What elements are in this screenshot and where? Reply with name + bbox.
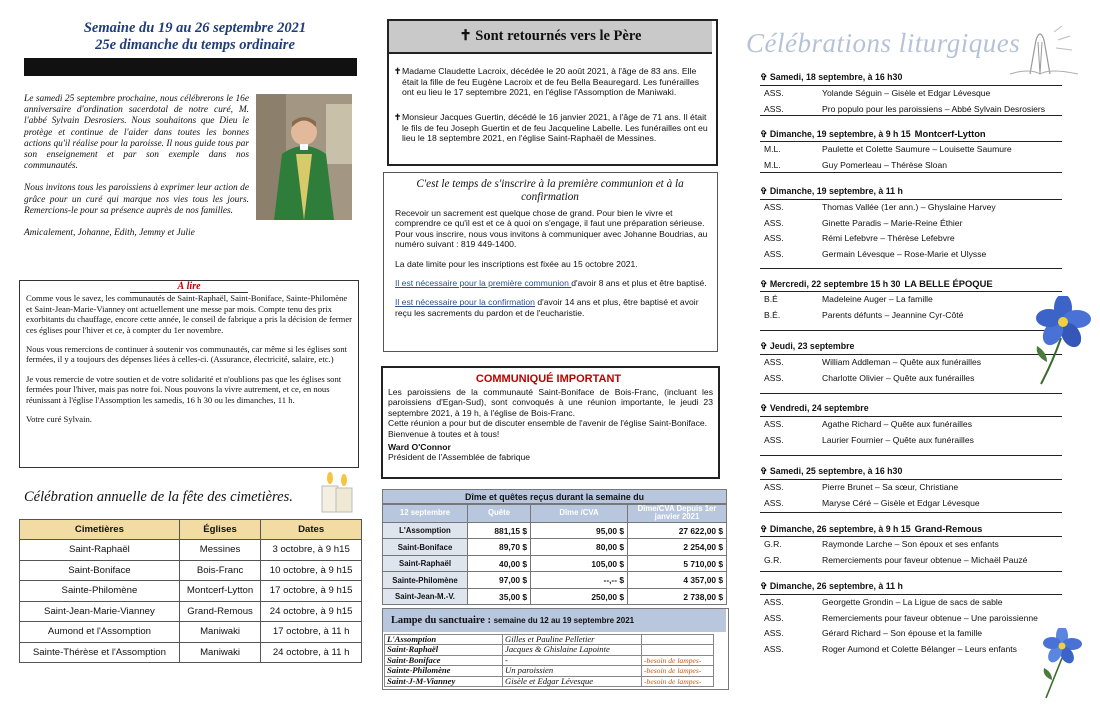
list-item (760, 355, 1062, 371)
celebration-section (760, 278, 1062, 323)
intention-text: Agathe Richard – Quête aux funérailles (822, 419, 973, 429)
intention-text: Germain Lévesque – Rose-Marie et Ulysse (822, 249, 987, 260)
church-code: ASS. (764, 249, 784, 260)
intention-text: Yolande Séguin – Gisèle et Edgar Lévesque (822, 88, 991, 98)
list-item (760, 626, 1062, 642)
cross-icon: ✞ (760, 466, 770, 476)
celebration-heading (760, 581, 1062, 595)
blue-flower-small-icon (1040, 628, 1082, 700)
cell: -besoin de lampes- (642, 676, 714, 686)
confirmation-link[interactable]: Il est nécessaire pour la confirmation (395, 297, 535, 308)
cell: Gilles et Pauline Pelletier (503, 635, 642, 645)
cell: Sainte-Philomène (383, 572, 468, 589)
communion-title: C'est le temps de s'inscrire à la première communion et à la confirmation (416, 178, 684, 203)
important-text (388, 387, 713, 463)
obituary-entry-2 (394, 112, 712, 144)
cell: Un paroissien (503, 666, 642, 676)
col-dime-ytd: Dîme/CVA Depuis 1er janvier 2021 (628, 505, 727, 523)
celebration-heading (760, 186, 1062, 200)
church-code: ASS. (764, 612, 784, 623)
celebration-heading (760, 278, 1062, 292)
a-lire-box (19, 280, 359, 468)
table-row (385, 666, 714, 676)
important-signer: Ward O'Connor (388, 442, 451, 453)
table-row (383, 588, 727, 605)
church-code: M.L. (764, 144, 781, 154)
sunday-title: 25e dimanche du temps ordinaire (95, 37, 295, 53)
cell: Sainte-Thérèse et l'Assomption (20, 642, 180, 663)
table-row (383, 539, 727, 556)
cell: Maniwaki (179, 642, 260, 663)
cell (642, 645, 714, 655)
col-churches: Églises (179, 520, 260, 540)
cell: -besoin de lampes- (642, 666, 714, 676)
list-item (760, 595, 1062, 611)
important-p1: Les paroissiens de la communauté Saint-Boniface de Bois-Franc, (incluant les paroissiens d'Egan-Sud), sont convoqués à une réunion importante, le jeudi 23 septembre 2021, à 19 h, à l'église de Bois-Franc. (388, 387, 713, 418)
celebration-date: Mercredi, 22 septembre 15 h 30 (769, 279, 901, 289)
praying-hands-icon (1000, 22, 1080, 77)
cemetery-title: Célébration annuelle de la fête des cimetières. (24, 489, 293, 505)
cell: 3 octobre, à 9 h15 (261, 540, 362, 561)
list-item (760, 553, 1062, 569)
list-item (760, 417, 1062, 433)
celebration-place: Montcerf-Lytton (914, 128, 986, 139)
celebration-section (760, 403, 1062, 448)
celebration-date: Jeudi, 23 septembre (769, 341, 855, 351)
church-code: B.É. (764, 309, 781, 320)
cell: 105,00 $ (531, 555, 628, 572)
section-divider (760, 393, 1062, 394)
cell: L'Assomption (383, 522, 468, 539)
lampe-title (383, 609, 726, 632)
col-dime: Dîme /CVA (531, 505, 628, 523)
list-item (760, 247, 1062, 263)
table-row (20, 540, 362, 561)
list-item (760, 537, 1062, 553)
intention-text: Laurier Fournier – Quête aux funérailles (822, 434, 974, 445)
cell: 24 octobre, à 9 h15 (261, 601, 362, 622)
communion-deadline: La date limite pour les inscriptions est fixée au 15 octobre 2021. (395, 258, 638, 269)
celebration-heading (760, 466, 1062, 480)
church-code: ASS. (764, 628, 784, 639)
church-code: ASS. (764, 103, 784, 114)
communion-text (395, 208, 713, 327)
celebration-heading (760, 72, 1062, 86)
celebration-heading (760, 128, 1062, 142)
obituary-text-1: Madame Claudette Lacroix, décédée le 20 août 2021, à l'âge de 83 ans. Elle était la fille de feu Eugène Lacroix et de feu Bella Beauregard. Les funérailles ont eu lieu le 17 septembre 2021, en l'église l'Assomption de Maniwaki. (402, 66, 700, 98)
cell: Saint-Jean-Marie-Vianney (20, 601, 180, 622)
celebration-date: Samedi, 18 septembre, à 16 h30 (769, 72, 903, 82)
cross-icon: ✞ (760, 72, 770, 82)
intention-text: Rémi Lefebvre – Thérèse Lefebvre (822, 233, 955, 244)
celebration-date: Dimanche, 26 septembre, à 9 h 15 (769, 524, 911, 534)
blue-flower-icon (1033, 296, 1091, 386)
intention-text: Georgette Grondin – La Ligue de sacs de sable (822, 597, 1003, 607)
church-code: ASS. (764, 357, 784, 367)
table-row (20, 642, 362, 663)
church-code: B.É (764, 294, 778, 304)
celebration-section (760, 186, 1062, 263)
cross-icon: ✝ (394, 112, 402, 122)
intention-text: Pierre Brunet – Sa sœur, Christiane (822, 482, 959, 492)
cell: 5 710,00 $ (628, 555, 727, 572)
col-cemeteries: Cimetières (20, 520, 180, 540)
cell: Bois-Franc (179, 560, 260, 581)
candles-icon (316, 470, 358, 514)
col-quete: Quête (468, 505, 531, 523)
intention-text: Roger Aumond et Colette Bélanger – Leurs enfants (822, 644, 1017, 655)
header-divider-bar (24, 58, 357, 76)
section-divider (760, 455, 1062, 456)
list-item (760, 480, 1062, 496)
list-item (760, 433, 1062, 449)
cell: 2 254,00 $ (628, 539, 727, 556)
celebration-heading (760, 523, 1062, 537)
cell: 17 octobre, à 11 h (261, 622, 362, 643)
a-lire-p2: Nous vous remercions de continuer à soutenir vos communautés, car même si les églises sont fermées, il y a toujours des dépenses liées à celles-ci. (Assurance, électricité, salaire, etc.) (26, 344, 347, 365)
intention-text: Remerciements pour faveur obtenue – Une paroissienne (822, 612, 1038, 623)
cell: Montcerf-Lytton (179, 581, 260, 602)
list-item (760, 308, 1062, 324)
cross-icon: ✞ (760, 581, 770, 591)
celebration-heading (760, 341, 1062, 355)
church-code: ASS. (764, 233, 784, 244)
intention-text: Gérard Richard – Son épouse et la famille (822, 628, 983, 639)
communion-p1: Recevoir un sacrement est quelque chose de grand. Pour bien le vivre et comprendre ce qu'il est et ce à quoi on s'engage, il faut une préparation sérieuse. (395, 208, 705, 229)
a-lire-p1: Comme vous le savez, les communautés de Saint-Raphaël, Saint-Boniface, Sainte-Philomène et Saint-Jean-Marie-Vianney ont actuellement une messe par mois. Compte tenu des prix exorbitants du chauffage, encore cette année, le conseil de fabrique a pris la décision de fermer ces églises pour l'hiver et ce, à compter du 1er novembre. (26, 293, 353, 335)
cell: L'Assomption (385, 635, 503, 645)
cell (642, 635, 714, 645)
cell: 2 738,00 $ (628, 588, 727, 605)
celebration-date: Dimanche, 26 septembre, à 11 h (769, 581, 903, 591)
church-code: G.R. (764, 539, 782, 549)
intention-text: Pro populo pour les paroissiens – Abbé Sylvain Desrosiers (822, 103, 1046, 114)
lampe-subtitle: semaine du 12 au 19 septembre 2021 (493, 616, 635, 625)
cell: 35,00 $ (468, 588, 531, 605)
priest-photo (256, 94, 352, 220)
cell: Saint-Raphaël (20, 540, 180, 561)
table-row (20, 560, 362, 581)
list-item (760, 200, 1062, 216)
celebration-section (760, 523, 1062, 568)
cell: 95,00 $ (531, 522, 628, 539)
cross-icon: ✞ (760, 129, 770, 139)
obituary-entry-1 (394, 66, 712, 98)
church-code: ASS. (764, 88, 784, 98)
celebrations-title: Célébrations liturgiques (746, 28, 1021, 58)
col-week: 12 septembre (383, 505, 468, 523)
cell: Gisèle et Edgar Lévesque (503, 676, 642, 686)
cell: 97,00 $ (468, 572, 531, 589)
cemetery-table (19, 519, 362, 663)
anniversary-p1: Le samedi 25 septembre prochaine, nous célébrerons le 16e anniversaire d'ordination sacerdotal de notre curé, M. l'abbé Sylvain Desrosiers. Nous souhaitons que Dieu le protège et continue de l'aider dans toutes les bonnes actions qu'il réalise pour la paroisse. Il nous guide tous par son enseignement et par son exemple dans nos communautés. (24, 94, 249, 172)
cell: 17 octobre, à 9 h15 (261, 581, 362, 602)
intention-text: Remerciements pour faveur obtenue – Michaël Pauzé (822, 554, 1028, 565)
cell: Grand-Remous (179, 601, 260, 622)
church-code: M.L. (764, 159, 781, 170)
celebration-date: Samedi, 25 septembre, à 16 h30 (769, 466, 903, 476)
table-header-row (383, 505, 727, 523)
cell: 881,15 $ (468, 522, 531, 539)
celebration-section (760, 341, 1062, 386)
a-lire-title: À lire (130, 282, 248, 293)
section-divider (760, 571, 1062, 572)
celebration-heading (760, 403, 1062, 417)
list-item (760, 496, 1062, 512)
cross-icon: ✞ (760, 403, 770, 413)
intention-text: Parents défunts – Jeannine Cyr-Côté (822, 309, 964, 320)
celebration-date: Vendredi, 24 septembre (769, 403, 869, 413)
cell: 89,70 $ (468, 539, 531, 556)
cell: - (503, 655, 642, 665)
cross-icon: ✝ (394, 66, 402, 76)
cell: -besoin de lampes- (642, 655, 714, 665)
obituary-text-2: Monsieur Jacques Guertin, décédé le 16 janvier 2021, à l'âge de 71 ans. Il était le fils de feu Joseph Guertin et de feu Jacqueline Labelle. Les funérailles ont eu lieu le 18 septembre 2021, en l'église Saint-Raphaël de Messines. (402, 112, 708, 144)
church-code: ASS. (764, 372, 784, 383)
list-item (760, 371, 1062, 387)
church-code: ASS. (764, 217, 784, 228)
col-dates: Dates (261, 520, 362, 540)
list-item (760, 216, 1062, 232)
cell: Saint-Boniface (385, 655, 503, 665)
table-row (385, 655, 714, 665)
table-row (20, 601, 362, 622)
communion-p1b: Pour vous inscrire, nous vous invitons à communiquer avec Johanne Boudrias, au numéro suivant : 819 449-1400. (395, 228, 708, 250)
list-item (760, 611, 1062, 627)
dime-table (382, 504, 727, 605)
celebration-date: Dimanche, 19 septembre, à 11 h (769, 186, 903, 196)
cross-icon: ✞ (760, 524, 770, 534)
cell: Maniwaki (179, 622, 260, 643)
cross-icon: ✞ (760, 341, 770, 351)
list-item (760, 642, 1062, 658)
cell: Jacques & Ghislaine Lapointe (503, 645, 642, 655)
table-row (383, 522, 727, 539)
church-code: ASS. (764, 644, 784, 655)
bulletin-header (20, 20, 370, 54)
intention-text: William Addleman – Quête aux funérailles (822, 357, 982, 367)
table-header-row (20, 520, 362, 540)
a-lire-signature: Votre curé Sylvain. (26, 414, 92, 425)
cell: 27 622,00 $ (628, 522, 727, 539)
cell: Saint-Boniface (383, 539, 468, 556)
cell: 10 octobre, à 9 h15 (261, 560, 362, 581)
cell: Saint-Boniface (20, 560, 180, 581)
celebration-section (760, 466, 1062, 511)
church-code: ASS. (764, 482, 784, 492)
cell: 4 357,00 $ (628, 572, 727, 589)
cell: Saint-Raphaël (383, 555, 468, 572)
cell: Saint-Raphaël (385, 645, 503, 655)
cell: --,-- $ (531, 572, 628, 589)
a-lire-p3: Je vous remercie de votre soutien et de votre solidarité et n'oublions pas que les églises sont fermées pour l'hiver, mais pas notre foi. Nous pouvons la vivre autrement, et ce, en nous réunissant à l'église l'Assomption les samedis, 16 h 30 ou les dimanches, 11 h. (26, 373, 342, 405)
cell: 250,00 $ (531, 588, 628, 605)
table-row (383, 572, 727, 589)
cell: Saint-J-M-Vianney (385, 676, 503, 686)
church-code: ASS. (764, 497, 784, 508)
cell: 80,00 $ (531, 539, 628, 556)
anniversary-signature: Amicalement, Johanne, Edith, Jemmy et Julie (24, 228, 195, 239)
obituary-title: ✝ Sont retournés vers le Père (389, 21, 712, 54)
list-item (760, 86, 1062, 102)
church-code: ASS. (764, 202, 784, 212)
intention-text: Ginette Paradis – Marie-Reine Éthier (822, 217, 963, 228)
section-divider (760, 115, 1062, 116)
table-row (20, 622, 362, 643)
section-divider (760, 172, 1062, 173)
section-divider (760, 330, 1062, 331)
intention-text: Paulette et Colette Saumure – Louisette Saumure (822, 144, 1012, 154)
intention-text: Madeleine Auger – La famille (822, 294, 933, 304)
cell: Messines (179, 540, 260, 561)
cell: Sainte-Philomène (385, 666, 503, 676)
list-item (760, 142, 1062, 158)
celebration-place: LA BELLE ÉPOQUE (904, 278, 993, 289)
cross-icon: ✞ (760, 279, 770, 289)
intention-text: Guy Pomerleau – Thérèse Sloan (822, 159, 947, 170)
cell: 40,00 $ (468, 555, 531, 572)
intention-text: Thomas Vallée (1er ann.) – Ghyslaine Harvey (822, 202, 996, 212)
celebration-section (760, 72, 1062, 117)
table-row (385, 645, 714, 655)
list-item (760, 231, 1062, 247)
celebration-date: Dimanche, 19 septembre, à 9 h 15 (769, 129, 911, 139)
important-signer-role: Président de l'Assemblée de fabrique (388, 452, 531, 463)
list-item (760, 292, 1062, 308)
table-row (385, 676, 714, 686)
cell: Saint-Jean-M.-V. (383, 588, 468, 605)
table-row (383, 555, 727, 572)
anniversary-message (24, 94, 249, 250)
section-divider (760, 268, 1062, 269)
section-divider (760, 512, 1062, 513)
cell: 24 octobre, à 11 h (261, 642, 362, 663)
important-p2: Cette réunion a pour but de discuter ensemble de l'avenir de l'église Saint-Boniface. (388, 418, 708, 429)
church-code: ASS. (764, 597, 784, 607)
cell: Aumond et l'Assomption (20, 622, 180, 643)
important-p3: Bienvenue à toutes et à tous! (388, 428, 500, 439)
intention-text: Raymonde Larche – Son époux et ses enfants (822, 539, 999, 549)
celebration-place: Grand-Remous (914, 523, 983, 534)
dime-title: Dîme et quêtes reçus durant la semaine du (382, 489, 727, 504)
lampe-table (384, 634, 714, 687)
anniversary-p2: Nous invitons tous les paroissiens à exprimer leur action de grâce pour un curé qui marque nos vies tous les jours. Remercions-le pour sa présence auprès de nos familles. (24, 183, 249, 216)
week-title: Semaine du 19 au 26 septembre 2021 (83, 20, 307, 36)
communion-p4: d'avoir 14 ans et plus, être baptisé et avoir reçu les sacrements du pardon et de l'eucharistie. (395, 297, 699, 318)
table-row (385, 635, 714, 645)
intention-text: Charlotte Olivier – Quête aux funérailles (822, 372, 975, 383)
table-row (20, 581, 362, 602)
cell: Sainte-Philomène (20, 581, 180, 602)
celebration-section (760, 581, 1062, 658)
celebration-section (760, 128, 1062, 173)
church-code: ASS. (764, 434, 784, 445)
church-code: ASS. (764, 419, 784, 429)
communion-p3: d'avoir 8 ans et plus et être baptisé. (571, 278, 707, 289)
intention-text: Maryse Céré – Gisèle et Edgar Lévesque (822, 497, 980, 508)
important-title: COMMUNIQUÉ IMPORTANT (475, 373, 622, 385)
first-communion-link[interactable]: Il est nécessaire pour la première communion (395, 278, 572, 289)
cross-icon: ✞ (760, 186, 770, 196)
lampe-title-text: Lampe du sanctuaire : (391, 615, 494, 626)
church-code: G.R. (764, 554, 782, 565)
